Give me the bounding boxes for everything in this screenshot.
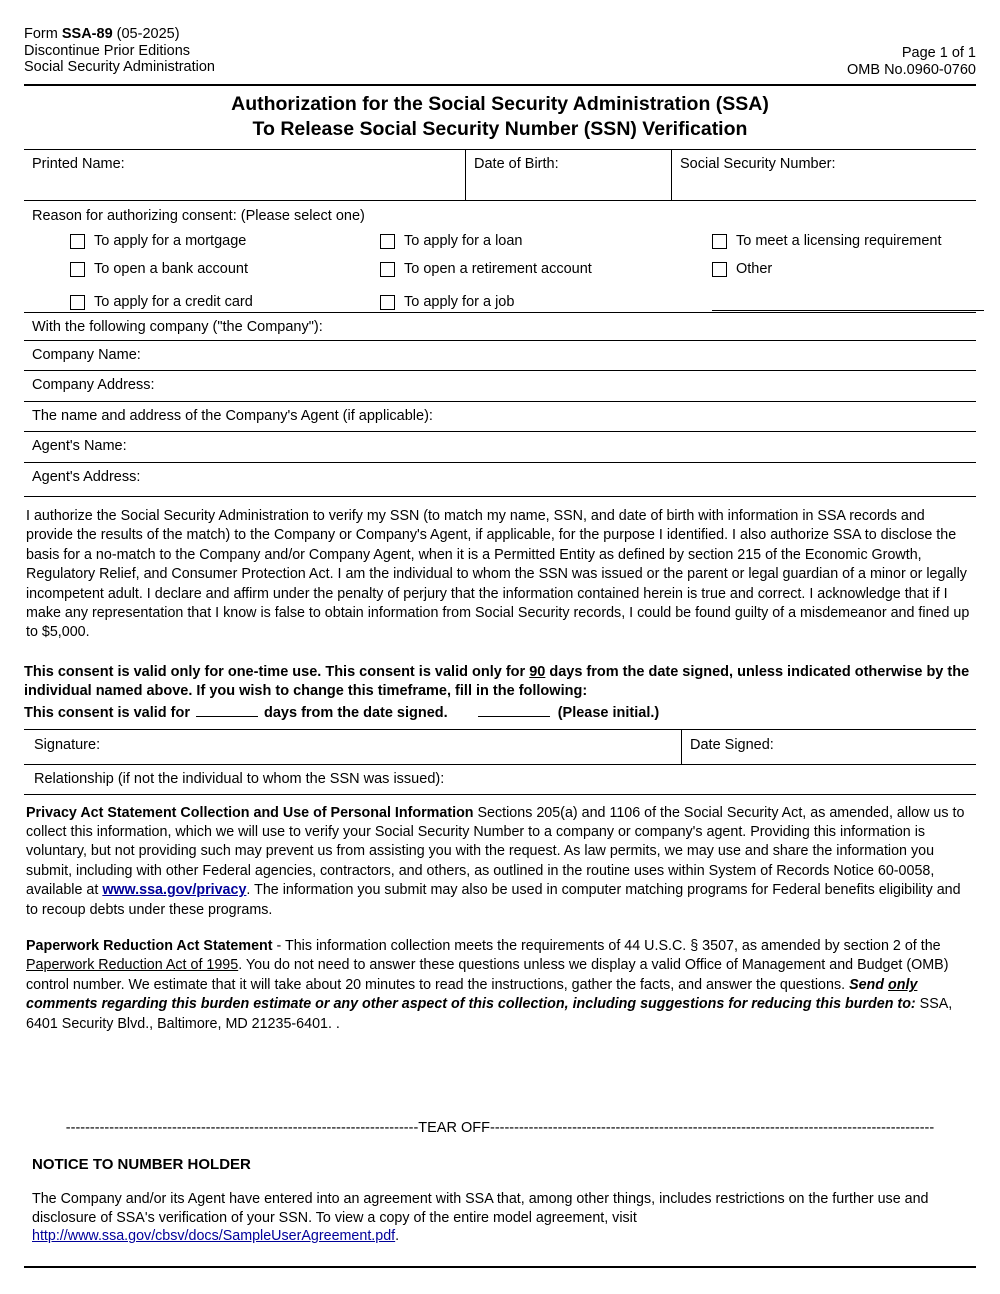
consent-days-input[interactable] xyxy=(196,716,258,717)
notice-title: NOTICE TO NUMBER HOLDER xyxy=(32,1156,251,1173)
checkbox-row-credit-card[interactable] xyxy=(70,294,253,310)
other-reason-input-line[interactable] xyxy=(712,310,984,311)
agent-address-row[interactable] xyxy=(24,462,976,496)
page-title-line-2: To Release Social Security Number (SSN) Verification xyxy=(252,118,748,140)
checkbox-icon-retirement-account[interactable] xyxy=(380,262,395,277)
paperwork-body-2: . You do not need to answer these questions unless we display a valid Office of Management and Budget (OMB) control number. We estimate that it will take about 20 minutes to read the instructions, gather the facts, and answer the questions. xyxy=(26,957,949,993)
paperwork-mailing-address: SSA, 6401 Security Blvd., Baltimore, MD 21235-6401. . xyxy=(26,996,953,1032)
checkbox-label-credit-card: To apply for a credit card xyxy=(94,294,253,310)
checkbox-row-licensing-requirement[interactable] xyxy=(712,233,942,249)
consent-fillin-prefix: This consent is valid for xyxy=(24,705,190,722)
form-revision-date: (05-2025) xyxy=(112,26,180,42)
consent-fillin-middle: days from the date signed. xyxy=(263,705,448,722)
notice-body-paragraph xyxy=(32,1190,976,1246)
privacy-act-body-2: . The information you submit may also be used in computer matching programs for Federal benefits eligibility and to recoup debts under these programs. xyxy=(26,882,961,918)
consent-part-1: This consent is valid only for one-time use. This consent is valid only for xyxy=(24,663,530,680)
page-title xyxy=(24,86,976,149)
checkbox-label-retirement-account: To open a retirement account xyxy=(404,261,592,277)
printed-name-label: Printed Name: xyxy=(32,156,125,172)
checkbox-icon-credit-card[interactable] xyxy=(70,295,85,310)
checkbox-label-bank-account: To open a bank account xyxy=(94,261,248,277)
company-intro-row xyxy=(24,312,976,340)
date-of-birth-field[interactable] xyxy=(466,150,672,200)
consent-default-days: 90 xyxy=(529,663,546,680)
checkbox-label-job: To apply for a job xyxy=(404,294,515,310)
company-address-row[interactable] xyxy=(24,370,976,401)
checkbox-label-mortgage: To apply for a mortgage xyxy=(94,233,247,249)
consent-part-2: days from the date signed, unless indicated otherwise by the individual named above. If you wish to change this timeframe, fill in the following: xyxy=(24,663,970,700)
discontinue-prior-editions-label: Discontinue Prior Editions xyxy=(24,42,191,59)
company-address-label: Company Address: xyxy=(32,377,155,393)
printed-name-field[interactable] xyxy=(24,150,466,200)
tear-off-label: TEAR OFF xyxy=(418,1120,490,1136)
agent-name-row[interactable] xyxy=(24,431,976,462)
consent-validity-statement xyxy=(24,663,976,702)
privacy-act-paragraph xyxy=(24,794,976,920)
checkbox-row-mortgage[interactable] xyxy=(70,233,246,249)
form-identifier-line xyxy=(24,26,215,43)
ssn-field[interactable] xyxy=(672,150,976,200)
date-signed-field[interactable] xyxy=(682,730,976,764)
checkbox-label-loan: To apply for a loan xyxy=(404,233,523,249)
agent-address-label: Agent's Address: xyxy=(32,469,141,485)
form-prefix-label: Form xyxy=(24,26,62,42)
signature-field[interactable] xyxy=(24,730,682,764)
agent-intro-label: The name and address of the Company's Agent (if applicable): xyxy=(32,408,433,424)
tear-off-dashes-left: ------------------------------------------------------------------------- xyxy=(65,1120,419,1136)
footer-divider-rule xyxy=(24,1266,976,1268)
checkbox-row-loan[interactable] xyxy=(380,233,523,249)
paperwork-heading: Paperwork Reduction Act Statement xyxy=(26,938,273,955)
consent-initial-input[interactable] xyxy=(478,716,550,717)
omb-number-label: OMB No.0960-0760 xyxy=(847,61,976,78)
checkbox-icon-mortgage[interactable] xyxy=(70,234,85,249)
agency-name-label: Social Security Administration xyxy=(24,59,215,75)
notice-body-text: The Company and/or its Agent have entered into an agreement with SSA that, among other things, includes restrictions on the further use and disclosure of SSA's verification of your SSN. To view a copy of the entire model agreement, visit xyxy=(32,1191,929,1226)
tear-off-divider xyxy=(24,1120,976,1136)
reason-heading: Reason for authorizing consent: (Please select one) xyxy=(32,208,365,224)
privacy-act-body-1: Sections 205(a) and 1106 of the Social Security Act, as amended, allow us to collect this information, which we will use to verify your Social Security Number to a company or company's agent. Providing this information is voluntary, but not providing such may prevent us from assisting you with the request. As law permits, we may use and share the information you submit, including with other Federal agencies, contractors, and others, as outlined in the routine uses within System of Records Notice 60-0058, available at xyxy=(26,804,965,899)
checkbox-icon-job[interactable] xyxy=(380,295,395,310)
agent-intro-row xyxy=(24,401,976,431)
relationship-field[interactable] xyxy=(24,764,976,794)
date-signed-label: Date Signed: xyxy=(690,736,774,753)
paperwork-reduction-paragraph xyxy=(24,937,976,1034)
company-name-row[interactable] xyxy=(24,340,976,370)
identity-row xyxy=(24,149,976,200)
privacy-act-heading: Privacy Act Statement Collection and Use of Personal Information xyxy=(26,804,474,821)
paperwork-emphasis-2: comments regarding this burden estimate or any other aspect of this collection, including suggestions for reducing this burden to: xyxy=(26,996,916,1013)
notice-body-end: . xyxy=(395,1228,400,1244)
checkbox-row-bank-account[interactable] xyxy=(70,261,248,277)
paperwork-emphasis-1: Send xyxy=(849,976,888,993)
agent-name-label: Agent's Name: xyxy=(32,438,127,454)
company-name-label: Company Name: xyxy=(32,347,141,363)
reason-checkbox-grid xyxy=(32,233,976,313)
consent-fillin-line xyxy=(24,704,976,724)
relationship-label: Relationship (if not the individual to whom the SSN was issued): xyxy=(34,770,445,787)
privacy-policy-link[interactable]: www.ssa.gov/privacy xyxy=(102,882,247,899)
form-number: SSA-89 xyxy=(61,26,113,42)
checkbox-row-other[interactable] xyxy=(712,261,772,277)
date-of-birth-label: Date of Birth: xyxy=(474,156,559,172)
paperwork-emphasis-only: only xyxy=(888,976,918,993)
checkbox-label-licensing-requirement: To meet a licensing requirement xyxy=(736,233,942,249)
checkbox-label-other: Other xyxy=(736,261,773,277)
paperwork-body-1: - This information collection meets the requirements of 44 U.S.C. § 3507, as amended by section 2 of the xyxy=(272,938,941,955)
reason-section xyxy=(24,200,976,312)
paperwork-act-citation: Paperwork Reduction Act of 1995 xyxy=(26,957,239,974)
checkbox-icon-other[interactable] xyxy=(712,262,727,277)
page-title-line-1: Authorization for the Social Security Administration (SSA) xyxy=(231,93,769,115)
ssn-label: Social Security Number: xyxy=(680,156,836,172)
checkbox-icon-licensing-requirement[interactable] xyxy=(712,234,727,249)
form-header-right xyxy=(847,26,976,78)
sample-user-agreement-link[interactable]: http://www.ssa.gov/cbsv/docs/SampleUserAgreement.pdf xyxy=(32,1228,396,1244)
checkbox-row-job[interactable] xyxy=(380,294,514,310)
checkbox-icon-loan[interactable] xyxy=(380,234,395,249)
company-intro-label: With the following company ("the Company"): xyxy=(32,319,323,335)
form-header-left xyxy=(24,26,215,76)
checkbox-row-retirement-account[interactable] xyxy=(380,261,592,277)
signature-label: Signature: xyxy=(34,736,101,753)
authorization-paragraph: I authorize the Social Security Administration to verify my SSN (to match my name, SSN, and date of birth with information in SSA records and provide the results of the match) to the Company or Company's Agent, if applicable, for the purpose I identified. I also authorize SSA to disclose the basis for a no-match to the Company and/or Company Agent, when it is a Permitted Entity as defined by section 215 of the Economic Growth, Regulatory Relief, and Consumer Protection Act. I am the individual to whom the SSN was issued or the parent or legal guardian of a minor or legally incompetent adult. I declare and affirm under the penalty of perjury that the information contained herein is true and correct. I acknowledge that if I make any representation that I know is false to obtain information from Social Security records, I could be found guilty of a misdemeanor and fined up to $5,000. xyxy=(24,496,976,643)
tear-off-dashes-right: -------------------------------------------------------------------------------------------- xyxy=(489,1120,935,1136)
consent-fillin-suffix: (Please initial.) xyxy=(557,705,660,722)
page-number-label: Page 1 of 1 xyxy=(901,45,976,61)
form-header xyxy=(24,0,976,78)
checkbox-icon-bank-account[interactable] xyxy=(70,262,85,277)
signature-row xyxy=(24,729,976,764)
